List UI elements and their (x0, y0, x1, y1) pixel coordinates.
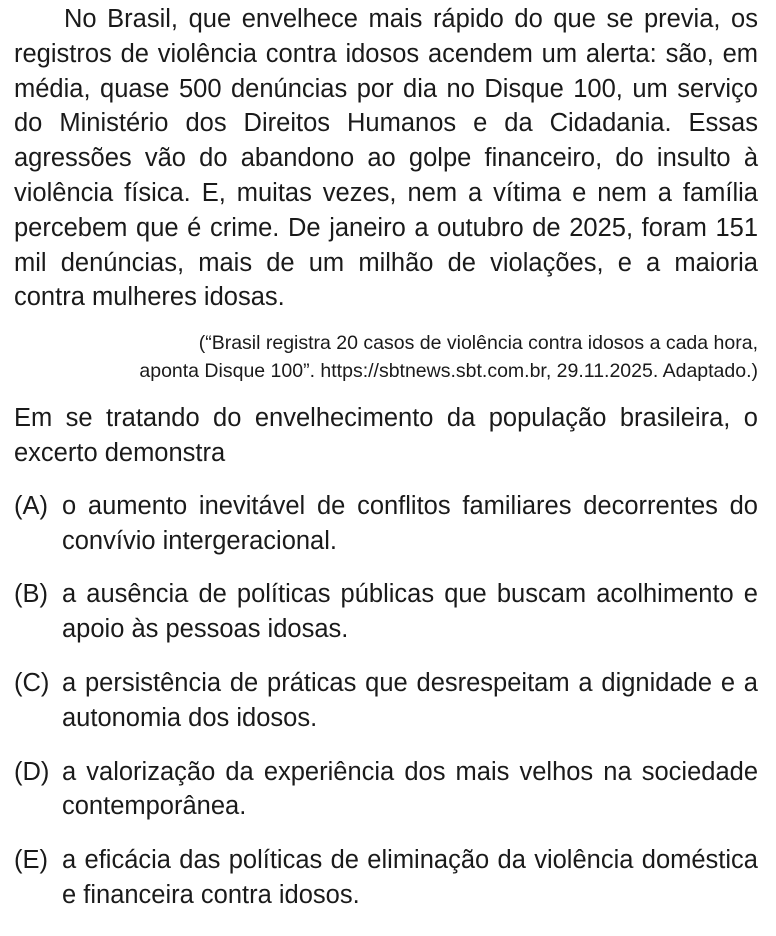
option-b-text: a ausência de políticas públicas que buscam acolhimento e apoio às pessoas idosas. (62, 580, 758, 644)
option-d[interactable] (14, 755, 758, 825)
option-a-text: o aumento inevitável de conflitos familiares decorrentes do convívio intergeracional. (62, 491, 758, 555)
source-line-1: (“Brasil registra 20 casos de violência contra idosos a cada hora, (198, 332, 758, 355)
option-a[interactable] (14, 489, 758, 559)
question-stem: Em se tratando do envelhecimento da população brasileira, o excerto demonstra (14, 404, 758, 467)
passage-text: No Brasil, que envelhece mais rápido do que se previa, os registros de violência contra idosos acendem um alerta: são, em média, quase 500 denúncias por dia no Disque 100, um serviço do Ministério dos Direitos Humanos e da Cidadania. Essas agressões vão do abandono ao golpe financeiro, do insulto à violência física. E, muitas vezes, nem a vítima e nem a família percebem que é crime. De janeiro a outubro de 2025, foram 151 mil denúncias, mais de um milhão de violações, e a maioria contra mulheres idosas. (14, 5, 758, 312)
option-b-letter: (B) (14, 580, 48, 609)
option-b[interactable] (14, 577, 758, 647)
answer-options (14, 489, 758, 913)
option-c-text: a persistência de práticas que desrespeitam a dignidade e a autonomia dos idosos. (62, 668, 758, 732)
option-e-text: a eficácia das políticas de eliminação da violência doméstica e financeira contra idosos. (62, 846, 758, 909)
option-d-letter: (D) (14, 757, 50, 786)
option-e-letter: (E) (14, 846, 48, 875)
option-c[interactable] (14, 666, 758, 736)
option-a-letter: (A) (14, 491, 48, 520)
source-line-2: aponta Disque 100”. https://sbtnews.sbt.com.br, 29.11.2025. Adaptado.) (139, 360, 758, 383)
source-citation (14, 329, 758, 385)
option-d-text: a valorização da experiência dos mais velhos na sociedade contemporânea. (62, 757, 758, 821)
option-e[interactable] (14, 843, 758, 913)
option-c-letter: (C) (14, 668, 50, 697)
